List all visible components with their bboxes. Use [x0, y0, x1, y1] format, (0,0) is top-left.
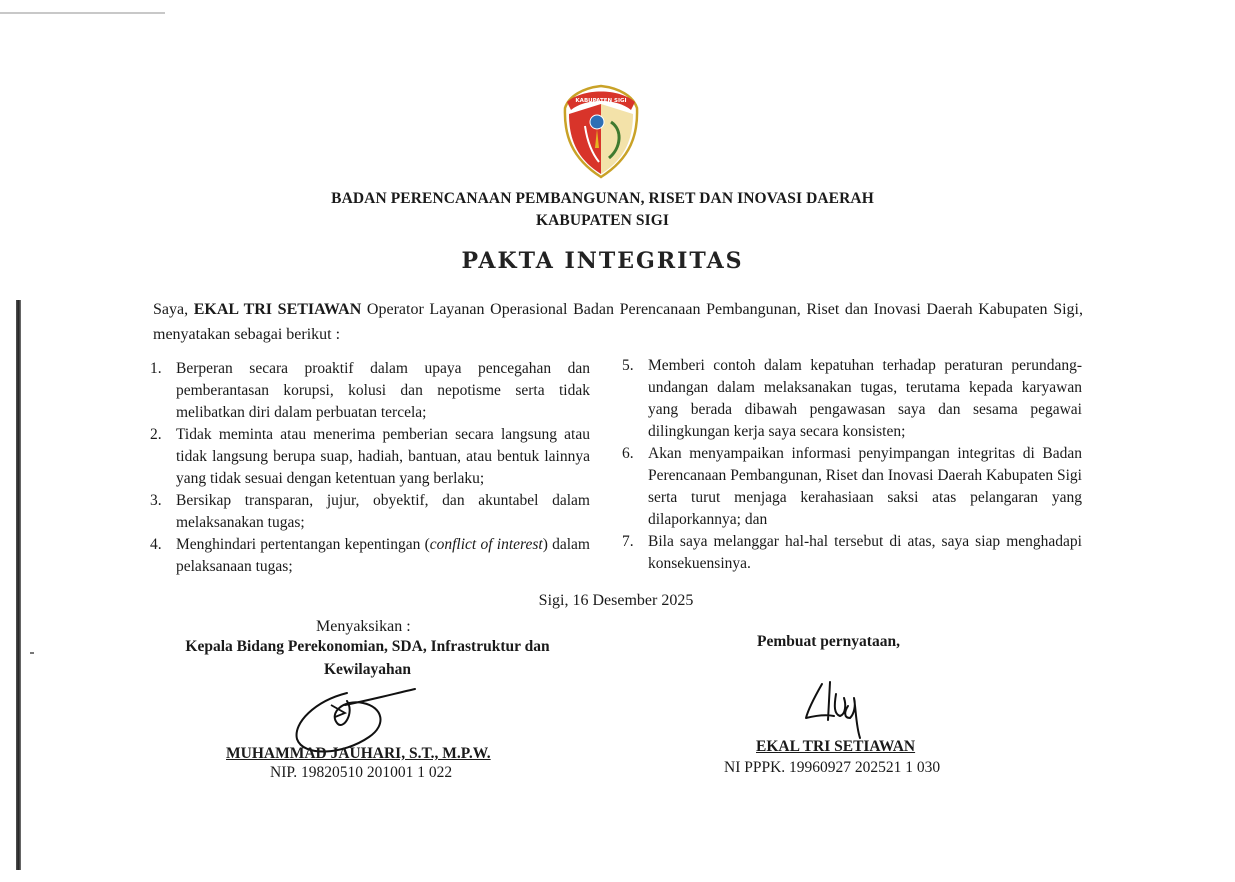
scan-artifact-top-line [0, 12, 165, 14]
emblem-banner-text: KABUPATEN SIGI [575, 98, 627, 104]
integrity-point [150, 424, 590, 490]
integrity-point [622, 443, 1082, 531]
maker-nip: NI PPPK. 19960927 202521 1 030 [724, 759, 941, 776]
declarant-name: EKAL TRI SETIAWAN [193, 301, 362, 318]
document-title: PAKTA INTEGRITAS [461, 248, 744, 274]
point-text-after: ) dalam pelaksanaan tugas; [176, 536, 590, 575]
point-text: Memberi contoh dalam kepatuhan terhadap peraturan perundang-undangan dalam melaksanakan tugas, terutama kepada karyawan yang berada dibawah pengawasan saya dan sesama pegawai dilingkungan kerja saya secara konsisten; [648, 357, 1082, 440]
integrity-point [150, 358, 590, 424]
org-name-line-2: KABUPATEN SIGI [535, 212, 670, 229]
emblem-globe [590, 115, 604, 129]
maker-name: EKAL TRI SETIAWAN [756, 738, 916, 755]
point-text-italic: conflict of interest [429, 536, 543, 553]
integrity-points-right [622, 355, 1082, 575]
point-number: 6. [622, 445, 634, 462]
witness-nip: NIP. 19820510 201001 1 022 [270, 764, 453, 781]
integrity-points-left [150, 358, 590, 578]
kabupaten-sigi-emblem [561, 82, 641, 180]
witness-role: Kepala Bidang Perekonomian, SDA, Infrastruktur dan Kewilayahan [185, 638, 550, 678]
integrity-point [622, 355, 1082, 443]
point-text: Bila saya melanggar hal-hal tersebut di atas, saya siap menghadapi konsekuensinya. [648, 533, 1082, 572]
intro-statement [153, 297, 1083, 347]
scan-artifact-dot [30, 652, 34, 654]
org-name-line-1: BADAN PERENCANAAN PEMBANGUNAN, RISET DAN INOVASI DAERAH [331, 190, 874, 207]
point-number: 1. [150, 360, 162, 377]
intro-rest: Operator Layanan Operasional Badan Perencanaan Pembangunan, Riset dan Inovasi Daerah Kabupaten Sigi, menyatakan sebagai berikut : [153, 301, 1083, 343]
point-number: 3. [150, 492, 162, 509]
point-text: Bersikap transparan, jujur, obyektif, dan akuntabel dalam melaksanakan tugas; [176, 492, 590, 531]
integrity-point [622, 531, 1082, 575]
point-text: Akan menyampaikan informasi penyimpangan integritas di Badan Perencanaan Pembangunan, Riset dan Inovasi Daerah Kabupaten Sigi serta turut menjaga kerahasiaan saksi atas pelangaran yang dilaporkannya; dan [648, 445, 1082, 528]
point-text: Berperan secara proaktif dalam upaya pencegahan dan pemberantasan korupsi, kolusi dan nepotisme serta tidak melibatkan diri dalam perbuatan tercela; [176, 360, 590, 421]
intro-prefix: Saya, [153, 301, 194, 318]
witness-label: Menyaksikan : [316, 618, 411, 635]
maker-label: Pembuat pernyataan, [757, 633, 900, 650]
integrity-point [150, 490, 590, 534]
point-text: Tidak meminta atau menerima pemberian secara langsung atau tidak langsung berupa suap, hadiah, bantuan, atau bentuk lainnya yang tidak sesuai dengan ketentuan yang berlaku; [176, 426, 590, 487]
point-number: 5. [622, 357, 634, 374]
scan-artifact-left-edge [16, 300, 21, 870]
point-number: 2. [150, 426, 162, 443]
point-number: 7. [622, 533, 634, 550]
point-text-before: Menghindari pertentangan kepentingan ( [176, 536, 430, 553]
witness-name: MUHAMMAD JAUHARI, S.T., M.P.W. [226, 745, 491, 762]
point-number: 4. [150, 536, 162, 553]
place-date: Sigi, 16 Desember 2025 [538, 592, 694, 609]
maker-signature [800, 676, 870, 744]
integrity-point [150, 534, 590, 578]
